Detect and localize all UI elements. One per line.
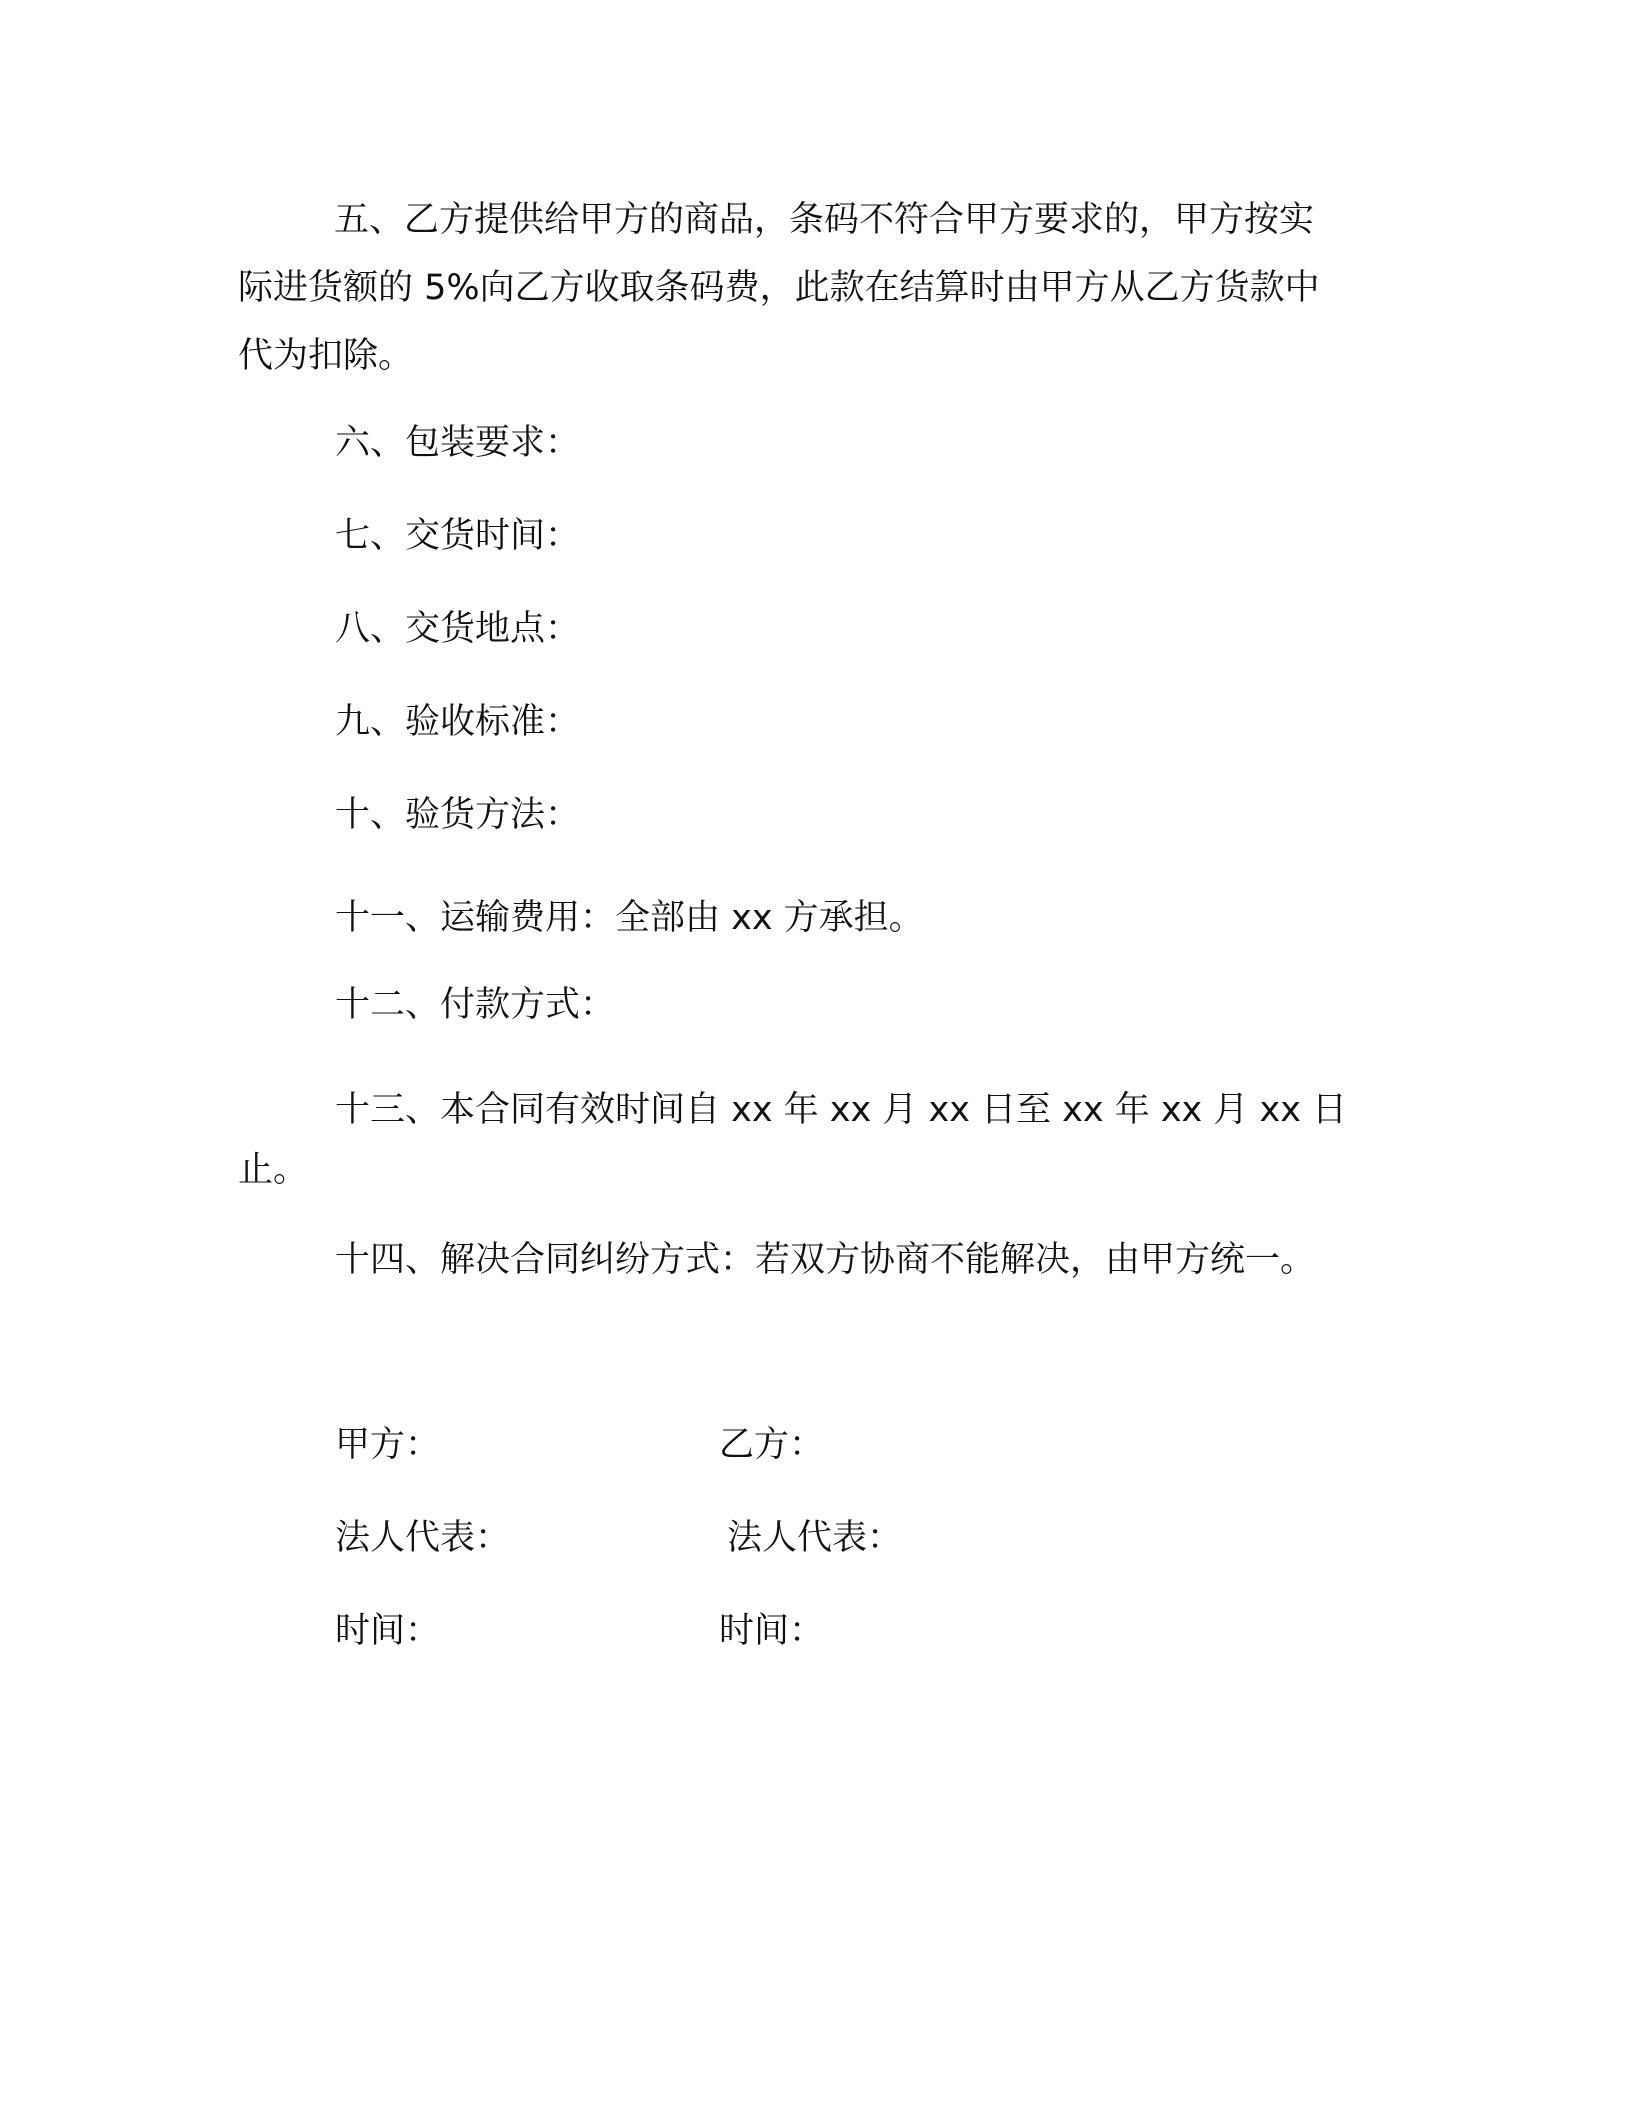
clause-13: [238, 1080, 1347, 1200]
clause-14: 十四、解决合同纠纷方式：若双方协商不能解决，由甲方统一。: [335, 1240, 1316, 1280]
clause-5-line-2: 际进货额的 5%向乙方收取条码费，此款在结算时由甲方从乙方货款中: [238, 268, 1320, 308]
clause-5-line-1: 五、乙方提供给甲方的商品，条码不符合甲方要求的，甲方按实: [334, 200, 1315, 240]
clause-6: 六、包装要求：: [335, 423, 581, 463]
party-a-label: 甲方：: [335, 1425, 441, 1465]
party-a-time-label: 时间：: [335, 1611, 441, 1651]
party-b-representative-label: 法人代表：: [727, 1518, 903, 1558]
clause-5: [238, 186, 1388, 390]
party-a-representative-label: 法人代表：: [335, 1518, 511, 1558]
clause-13-line-2: 止。: [238, 1150, 309, 1190]
clause-10: 十、验货方法：: [335, 795, 581, 835]
clause-11: 十一、运输费用：全部由 xx 方承担。: [335, 898, 924, 938]
party-b-time-label: 时间：: [719, 1611, 825, 1651]
clause-13-line-1: 十三、本合同有效时间自 xx 年 xx 月 xx 日至 xx 年 xx 月 xx 日: [335, 1090, 1348, 1130]
clause-12: 十二、付款方式：: [335, 985, 616, 1025]
clause-5-line-3: 代为扣除。: [238, 336, 414, 376]
clause-7: 七、交货时间：: [335, 516, 581, 556]
clause-9: 九、验收标准：: [335, 702, 581, 742]
clause-8: 八、交货地点：: [335, 609, 581, 649]
party-b-label: 乙方：: [719, 1425, 825, 1465]
